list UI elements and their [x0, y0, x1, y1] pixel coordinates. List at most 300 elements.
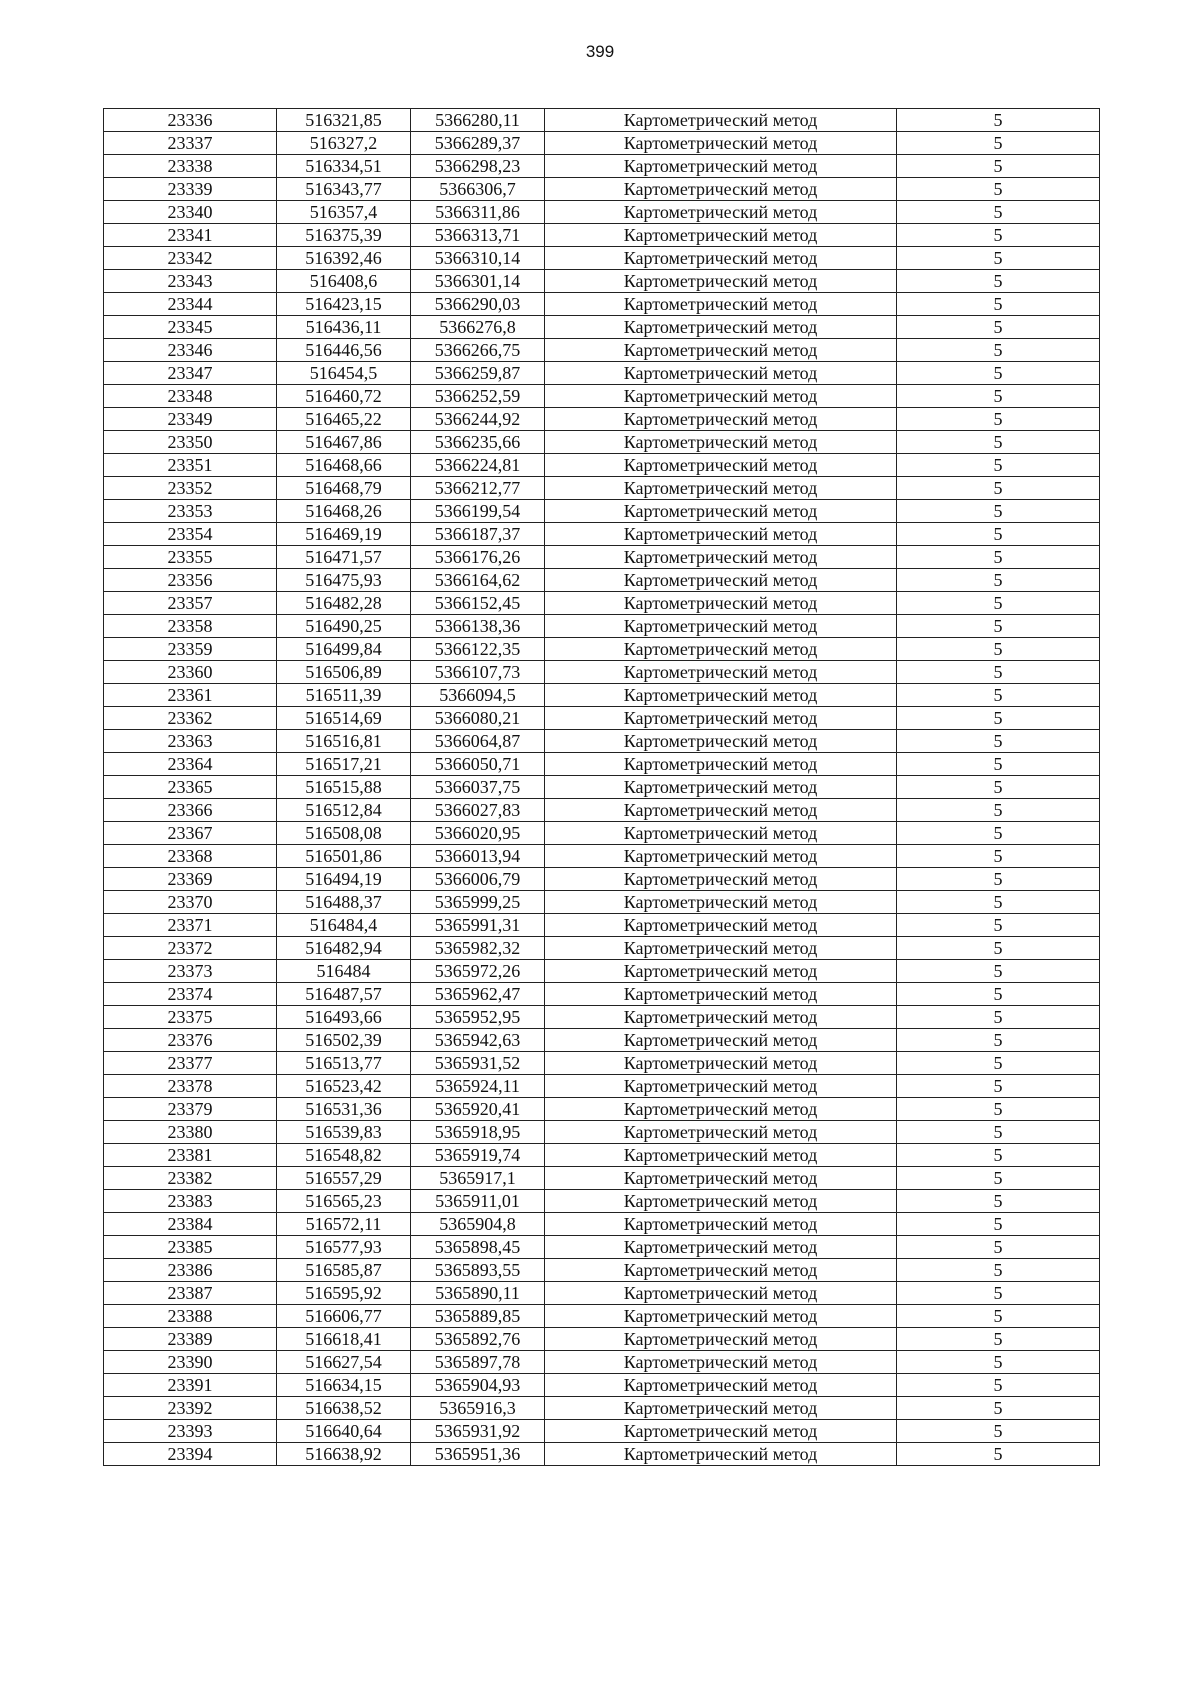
method-cell: Картометрический метод [545, 362, 897, 385]
accuracy-cell: 5 [897, 454, 1100, 477]
coordinates-table-body [104, 109, 1100, 1466]
table-row [104, 1213, 1100, 1236]
accuracy-cell: 5 [897, 730, 1100, 753]
x-coordinate-cell: 516627,54 [277, 1351, 411, 1374]
point-number-cell: 23385 [104, 1236, 277, 1259]
method-cell: Картометрический метод [545, 707, 897, 730]
accuracy-cell: 5 [897, 1259, 1100, 1282]
y-coordinate-cell: 5366187,37 [411, 523, 545, 546]
accuracy-cell: 5 [897, 1420, 1100, 1443]
method-cell: Картометрический метод [545, 1328, 897, 1351]
accuracy-cell: 5 [897, 569, 1100, 592]
x-coordinate-cell: 516446,56 [277, 339, 411, 362]
table-row [104, 316, 1100, 339]
method-cell: Картометрический метод [545, 1374, 897, 1397]
accuracy-cell: 5 [897, 891, 1100, 914]
table-row [104, 776, 1100, 799]
accuracy-cell: 5 [897, 868, 1100, 891]
accuracy-cell: 5 [897, 1282, 1100, 1305]
y-coordinate-cell: 5366027,83 [411, 799, 545, 822]
table-row [104, 270, 1100, 293]
point-number-cell: 23345 [104, 316, 277, 339]
point-number-cell: 23363 [104, 730, 277, 753]
x-coordinate-cell: 516506,89 [277, 661, 411, 684]
method-cell: Картометрический метод [545, 960, 897, 983]
point-number-cell: 23394 [104, 1443, 277, 1466]
table-row [104, 914, 1100, 937]
x-coordinate-cell: 516499,84 [277, 638, 411, 661]
x-coordinate-cell: 516471,57 [277, 546, 411, 569]
y-coordinate-cell: 5366006,79 [411, 868, 545, 891]
x-coordinate-cell: 516517,21 [277, 753, 411, 776]
table-row [104, 293, 1100, 316]
accuracy-cell: 5 [897, 431, 1100, 454]
accuracy-cell: 5 [897, 1098, 1100, 1121]
y-coordinate-cell: 5366064,87 [411, 730, 545, 753]
point-number-cell: 23352 [104, 477, 277, 500]
point-number-cell: 23368 [104, 845, 277, 868]
method-cell: Картометрический метод [545, 247, 897, 270]
point-number-cell: 23380 [104, 1121, 277, 1144]
point-number-cell: 23347 [104, 362, 277, 385]
point-number-cell: 23391 [104, 1374, 277, 1397]
y-coordinate-cell: 5365931,92 [411, 1420, 545, 1443]
x-coordinate-cell: 516436,11 [277, 316, 411, 339]
table-row [104, 247, 1100, 270]
x-coordinate-cell: 516487,57 [277, 983, 411, 1006]
point-number-cell: 23358 [104, 615, 277, 638]
accuracy-cell: 5 [897, 500, 1100, 523]
y-coordinate-cell: 5365890,11 [411, 1282, 545, 1305]
point-number-cell: 23370 [104, 891, 277, 914]
point-number-cell: 23377 [104, 1052, 277, 1075]
point-number-cell: 23340 [104, 201, 277, 224]
accuracy-cell: 5 [897, 293, 1100, 316]
y-coordinate-cell: 5365920,41 [411, 1098, 545, 1121]
point-number-cell: 23349 [104, 408, 277, 431]
x-coordinate-cell: 516465,22 [277, 408, 411, 431]
y-coordinate-cell: 5366266,75 [411, 339, 545, 362]
y-coordinate-cell: 5366280,11 [411, 109, 545, 132]
table-row [104, 822, 1100, 845]
method-cell: Картометрический метод [545, 891, 897, 914]
x-coordinate-cell: 516490,25 [277, 615, 411, 638]
y-coordinate-cell: 5366020,95 [411, 822, 545, 845]
y-coordinate-cell: 5365916,3 [411, 1397, 545, 1420]
table-row [104, 684, 1100, 707]
method-cell: Картометрический метод [545, 1144, 897, 1167]
y-coordinate-cell: 5365991,31 [411, 914, 545, 937]
point-number-cell: 23386 [104, 1259, 277, 1282]
accuracy-cell: 5 [897, 408, 1100, 431]
table-row [104, 201, 1100, 224]
table-row [104, 132, 1100, 155]
method-cell: Картометрический метод [545, 316, 897, 339]
y-coordinate-cell: 5366235,66 [411, 431, 545, 454]
table-row [104, 1144, 1100, 1167]
x-coordinate-cell: 516494,19 [277, 868, 411, 891]
table-row [104, 454, 1100, 477]
accuracy-cell: 5 [897, 109, 1100, 132]
table-row [104, 615, 1100, 638]
y-coordinate-cell: 5366313,71 [411, 224, 545, 247]
y-coordinate-cell: 5366152,45 [411, 592, 545, 615]
accuracy-cell: 5 [897, 845, 1100, 868]
y-coordinate-cell: 5366252,59 [411, 385, 545, 408]
method-cell: Картометрический метод [545, 546, 897, 569]
point-number-cell: 23343 [104, 270, 277, 293]
table-row [104, 1006, 1100, 1029]
x-coordinate-cell: 516467,86 [277, 431, 411, 454]
method-cell: Картометрический метод [545, 1420, 897, 1443]
x-coordinate-cell: 516515,88 [277, 776, 411, 799]
point-number-cell: 23383 [104, 1190, 277, 1213]
method-cell: Картометрический метод [545, 339, 897, 362]
method-cell: Картометрический метод [545, 569, 897, 592]
table-row [104, 546, 1100, 569]
accuracy-cell: 5 [897, 1328, 1100, 1351]
point-number-cell: 23336 [104, 109, 277, 132]
accuracy-cell: 5 [897, 1213, 1100, 1236]
method-cell: Картометрический метод [545, 1282, 897, 1305]
table-row [104, 592, 1100, 615]
point-number-cell: 23365 [104, 776, 277, 799]
method-cell: Картометрический метод [545, 1397, 897, 1420]
table-row [104, 1328, 1100, 1351]
table-row [104, 1374, 1100, 1397]
method-cell: Картометрический метод [545, 1190, 897, 1213]
point-number-cell: 23357 [104, 592, 277, 615]
x-coordinate-cell: 516606,77 [277, 1305, 411, 1328]
point-number-cell: 23375 [104, 1006, 277, 1029]
y-coordinate-cell: 5365889,85 [411, 1305, 545, 1328]
point-number-cell: 23361 [104, 684, 277, 707]
y-coordinate-cell: 5365952,95 [411, 1006, 545, 1029]
y-coordinate-cell: 5365951,36 [411, 1443, 545, 1466]
table-row [104, 477, 1100, 500]
x-coordinate-cell: 516595,92 [277, 1282, 411, 1305]
table-row [104, 868, 1100, 891]
accuracy-cell: 5 [897, 1052, 1100, 1075]
point-number-cell: 23382 [104, 1167, 277, 1190]
accuracy-cell: 5 [897, 684, 1100, 707]
table-row [104, 845, 1100, 868]
method-cell: Картометрический метод [545, 799, 897, 822]
y-coordinate-cell: 5366301,14 [411, 270, 545, 293]
y-coordinate-cell: 5366290,03 [411, 293, 545, 316]
point-number-cell: 23354 [104, 523, 277, 546]
method-cell: Картометрический метод [545, 454, 897, 477]
x-coordinate-cell: 516468,79 [277, 477, 411, 500]
y-coordinate-cell: 5366259,87 [411, 362, 545, 385]
table-row [104, 362, 1100, 385]
y-coordinate-cell: 5365904,93 [411, 1374, 545, 1397]
y-coordinate-cell: 5366080,21 [411, 707, 545, 730]
x-coordinate-cell: 516469,19 [277, 523, 411, 546]
method-cell: Картометрический метод [545, 1121, 897, 1144]
y-coordinate-cell: 5366212,77 [411, 477, 545, 500]
point-number-cell: 23372 [104, 937, 277, 960]
x-coordinate-cell: 516408,6 [277, 270, 411, 293]
x-coordinate-cell: 516511,39 [277, 684, 411, 707]
accuracy-cell: 5 [897, 1006, 1100, 1029]
accuracy-cell: 5 [897, 546, 1100, 569]
table-row [104, 891, 1100, 914]
y-coordinate-cell: 5366276,8 [411, 316, 545, 339]
y-coordinate-cell: 5366244,92 [411, 408, 545, 431]
method-cell: Картометрический метод [545, 1167, 897, 1190]
accuracy-cell: 5 [897, 270, 1100, 293]
accuracy-cell: 5 [897, 1144, 1100, 1167]
point-number-cell: 23346 [104, 339, 277, 362]
accuracy-cell: 5 [897, 1374, 1100, 1397]
accuracy-cell: 5 [897, 615, 1100, 638]
y-coordinate-cell: 5366050,71 [411, 753, 545, 776]
accuracy-cell: 5 [897, 339, 1100, 362]
x-coordinate-cell: 516502,39 [277, 1029, 411, 1052]
method-cell: Картометрический метод [545, 109, 897, 132]
table-row [104, 1236, 1100, 1259]
x-coordinate-cell: 516488,37 [277, 891, 411, 914]
y-coordinate-cell: 5366013,94 [411, 845, 545, 868]
table-row [104, 1397, 1100, 1420]
x-coordinate-cell: 516514,69 [277, 707, 411, 730]
point-number-cell: 23373 [104, 960, 277, 983]
table-row [104, 1075, 1100, 1098]
point-number-cell: 23351 [104, 454, 277, 477]
x-coordinate-cell: 516634,15 [277, 1374, 411, 1397]
x-coordinate-cell: 516423,15 [277, 293, 411, 316]
y-coordinate-cell: 5365904,8 [411, 1213, 545, 1236]
y-coordinate-cell: 5365962,47 [411, 983, 545, 1006]
y-coordinate-cell: 5365999,25 [411, 891, 545, 914]
point-number-cell: 23364 [104, 753, 277, 776]
accuracy-cell: 5 [897, 822, 1100, 845]
y-coordinate-cell: 5366311,86 [411, 201, 545, 224]
y-coordinate-cell: 5365917,1 [411, 1167, 545, 1190]
accuracy-cell: 5 [897, 1236, 1100, 1259]
accuracy-cell: 5 [897, 937, 1100, 960]
table-row [104, 224, 1100, 247]
point-number-cell: 23344 [104, 293, 277, 316]
y-coordinate-cell: 5365972,26 [411, 960, 545, 983]
accuracy-cell: 5 [897, 1190, 1100, 1213]
x-coordinate-cell: 516475,93 [277, 569, 411, 592]
point-number-cell: 23362 [104, 707, 277, 730]
x-coordinate-cell: 516460,72 [277, 385, 411, 408]
accuracy-cell: 5 [897, 914, 1100, 937]
y-coordinate-cell: 5366094,5 [411, 684, 545, 707]
table-row [104, 799, 1100, 822]
x-coordinate-cell: 516493,66 [277, 1006, 411, 1029]
method-cell: Картометрический метод [545, 638, 897, 661]
method-cell: Картометрический метод [545, 822, 897, 845]
accuracy-cell: 5 [897, 638, 1100, 661]
table-row [104, 1167, 1100, 1190]
table-row [104, 638, 1100, 661]
method-cell: Картометрический метод [545, 1213, 897, 1236]
point-number-cell: 23388 [104, 1305, 277, 1328]
accuracy-cell: 5 [897, 960, 1100, 983]
accuracy-cell: 5 [897, 385, 1100, 408]
method-cell: Картометрический метод [545, 615, 897, 638]
y-coordinate-cell: 5365893,55 [411, 1259, 545, 1282]
x-coordinate-cell: 516392,46 [277, 247, 411, 270]
point-number-cell: 23355 [104, 546, 277, 569]
point-number-cell: 23378 [104, 1075, 277, 1098]
method-cell: Картометрический метод [545, 155, 897, 178]
y-coordinate-cell: 5366138,36 [411, 615, 545, 638]
y-coordinate-cell: 5366176,26 [411, 546, 545, 569]
x-coordinate-cell: 516513,77 [277, 1052, 411, 1075]
table-row [104, 1190, 1100, 1213]
x-coordinate-cell: 516327,2 [277, 132, 411, 155]
accuracy-cell: 5 [897, 477, 1100, 500]
accuracy-cell: 5 [897, 132, 1100, 155]
table-row [104, 523, 1100, 546]
table-row [104, 408, 1100, 431]
table-row [104, 661, 1100, 684]
accuracy-cell: 5 [897, 1443, 1100, 1466]
x-coordinate-cell: 516468,26 [277, 500, 411, 523]
x-coordinate-cell: 516531,36 [277, 1098, 411, 1121]
x-coordinate-cell: 516334,51 [277, 155, 411, 178]
y-coordinate-cell: 5366310,14 [411, 247, 545, 270]
method-cell: Картометрический метод [545, 1098, 897, 1121]
point-number-cell: 23390 [104, 1351, 277, 1374]
table-row [104, 1052, 1100, 1075]
x-coordinate-cell: 516548,82 [277, 1144, 411, 1167]
accuracy-cell: 5 [897, 661, 1100, 684]
x-coordinate-cell: 516585,87 [277, 1259, 411, 1282]
y-coordinate-cell: 5366224,81 [411, 454, 545, 477]
y-coordinate-cell: 5365924,11 [411, 1075, 545, 1098]
method-cell: Картометрический метод [545, 500, 897, 523]
method-cell: Картометрический метод [545, 730, 897, 753]
method-cell: Картометрический метод [545, 914, 897, 937]
x-coordinate-cell: 516572,11 [277, 1213, 411, 1236]
y-coordinate-cell: 5365919,74 [411, 1144, 545, 1167]
table-row [104, 937, 1100, 960]
x-coordinate-cell: 516482,28 [277, 592, 411, 615]
method-cell: Картометрический метод [545, 1443, 897, 1466]
point-number-cell: 23369 [104, 868, 277, 891]
x-coordinate-cell: 516640,64 [277, 1420, 411, 1443]
accuracy-cell: 5 [897, 247, 1100, 270]
x-coordinate-cell: 516577,93 [277, 1236, 411, 1259]
table-row [104, 178, 1100, 201]
point-number-cell: 23359 [104, 638, 277, 661]
point-number-cell: 23339 [104, 178, 277, 201]
method-cell: Картометрический метод [545, 523, 897, 546]
method-cell: Картометрический метод [545, 1351, 897, 1374]
accuracy-cell: 5 [897, 753, 1100, 776]
accuracy-cell: 5 [897, 1167, 1100, 1190]
method-cell: Картометрический метод [545, 592, 897, 615]
point-number-cell: 23342 [104, 247, 277, 270]
x-coordinate-cell: 516501,86 [277, 845, 411, 868]
method-cell: Картометрический метод [545, 753, 897, 776]
method-cell: Картометрический метод [545, 776, 897, 799]
method-cell: Картометрический метод [545, 661, 897, 684]
accuracy-cell: 5 [897, 523, 1100, 546]
y-coordinate-cell: 5366164,62 [411, 569, 545, 592]
accuracy-cell: 5 [897, 776, 1100, 799]
method-cell: Картометрический метод [545, 983, 897, 1006]
point-number-cell: 23381 [104, 1144, 277, 1167]
y-coordinate-cell: 5366107,73 [411, 661, 545, 684]
table-row [104, 109, 1100, 132]
accuracy-cell: 5 [897, 362, 1100, 385]
table-row [104, 983, 1100, 1006]
method-cell: Картометрический метод [545, 201, 897, 224]
x-coordinate-cell: 516638,92 [277, 1443, 411, 1466]
method-cell: Картометрический метод [545, 1075, 897, 1098]
point-number-cell: 23393 [104, 1420, 277, 1443]
y-coordinate-cell: 5366199,54 [411, 500, 545, 523]
y-coordinate-cell: 5365892,76 [411, 1328, 545, 1351]
x-coordinate-cell: 516638,52 [277, 1397, 411, 1420]
y-coordinate-cell: 5365911,01 [411, 1190, 545, 1213]
point-number-cell: 23374 [104, 983, 277, 1006]
x-coordinate-cell: 516468,66 [277, 454, 411, 477]
x-coordinate-cell: 516321,85 [277, 109, 411, 132]
method-cell: Картометрический метод [545, 385, 897, 408]
point-number-cell: 23360 [104, 661, 277, 684]
accuracy-cell: 5 [897, 707, 1100, 730]
point-number-cell: 23379 [104, 1098, 277, 1121]
accuracy-cell: 5 [897, 155, 1100, 178]
y-coordinate-cell: 5365898,45 [411, 1236, 545, 1259]
method-cell: Картометрический метод [545, 1052, 897, 1075]
point-number-cell: 23389 [104, 1328, 277, 1351]
accuracy-cell: 5 [897, 316, 1100, 339]
table-row [104, 730, 1100, 753]
x-coordinate-cell: 516482,94 [277, 937, 411, 960]
point-number-cell: 23387 [104, 1282, 277, 1305]
x-coordinate-cell: 516508,08 [277, 822, 411, 845]
table-row [104, 431, 1100, 454]
table-row [104, 1443, 1100, 1466]
point-number-cell: 23366 [104, 799, 277, 822]
y-coordinate-cell: 5366306,7 [411, 178, 545, 201]
accuracy-cell: 5 [897, 1397, 1100, 1420]
point-number-cell: 23350 [104, 431, 277, 454]
accuracy-cell: 5 [897, 1121, 1100, 1144]
accuracy-cell: 5 [897, 592, 1100, 615]
x-coordinate-cell: 516565,23 [277, 1190, 411, 1213]
method-cell: Картометрический метод [545, 1006, 897, 1029]
table-row [104, 1098, 1100, 1121]
point-number-cell: 23341 [104, 224, 277, 247]
method-cell: Картометрический метод [545, 224, 897, 247]
point-number-cell: 23376 [104, 1029, 277, 1052]
table-row [104, 960, 1100, 983]
method-cell: Картометрический метод [545, 293, 897, 316]
table-row [104, 753, 1100, 776]
accuracy-cell: 5 [897, 799, 1100, 822]
table-row [104, 707, 1100, 730]
point-number-cell: 23353 [104, 500, 277, 523]
x-coordinate-cell: 516523,42 [277, 1075, 411, 1098]
y-coordinate-cell: 5365897,78 [411, 1351, 545, 1374]
page-number: 399 [585, 42, 615, 61]
point-number-cell: 23338 [104, 155, 277, 178]
x-coordinate-cell: 516484,4 [277, 914, 411, 937]
method-cell: Картометрический метод [545, 178, 897, 201]
method-cell: Картометрический метод [545, 270, 897, 293]
table-row [104, 1259, 1100, 1282]
